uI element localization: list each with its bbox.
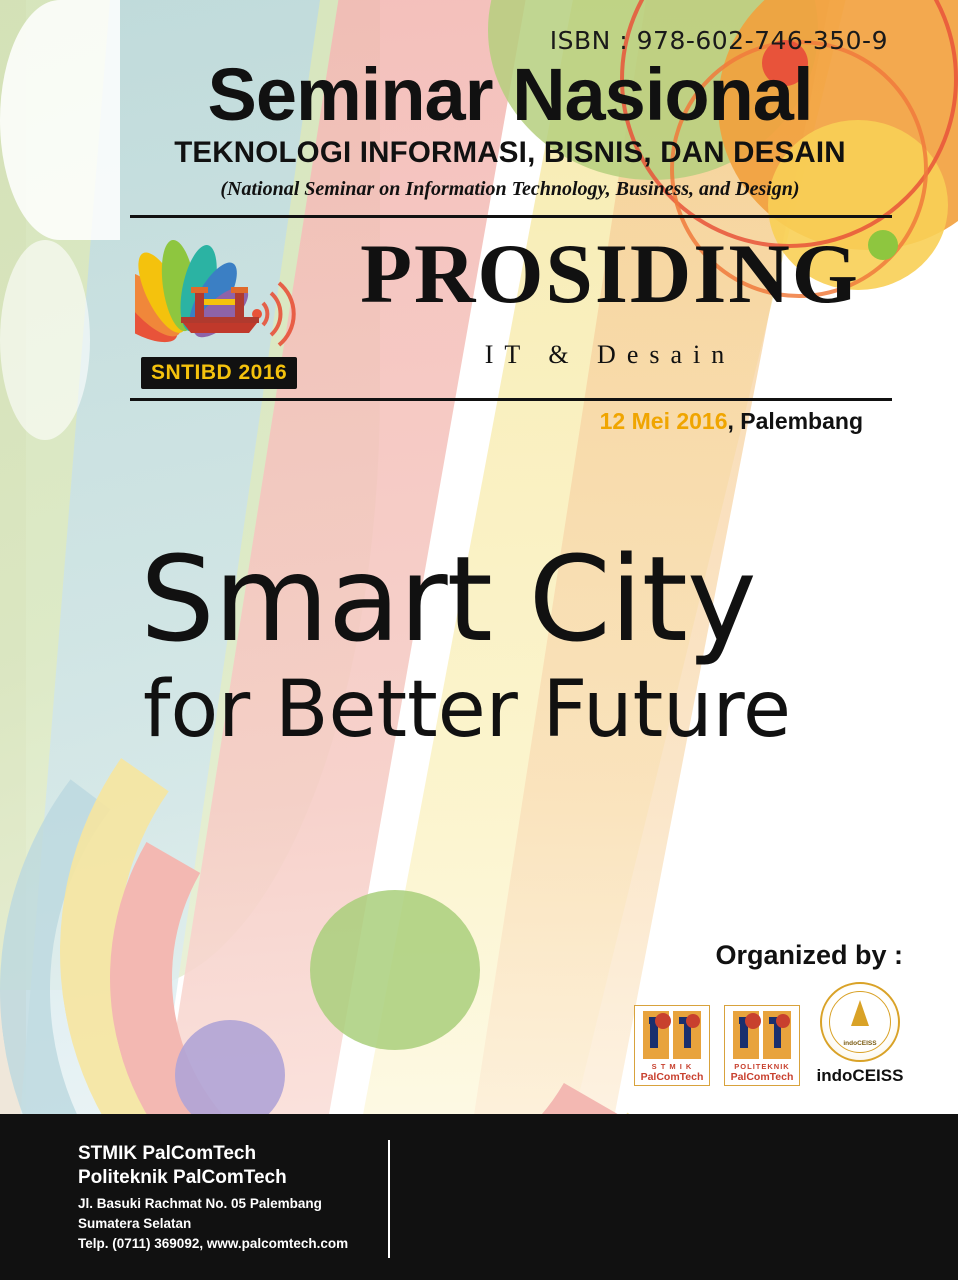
logo-stmik-name: PalComTech [640,1071,704,1083]
logo-politeknik-palcomtech [724,1005,800,1086]
logo-stmik-palcomtech [634,1005,710,1086]
isbn-text: ISBN : 978-602-746-350-9 [549,26,888,55]
indoceiss-seal-icon [820,982,900,1062]
palcomtech-mark-icon [641,1009,703,1061]
divider-top [130,215,892,218]
title-block [130,53,890,201]
indoceiss-label: indoCEISS [816,1066,904,1085]
event-date [600,408,863,435]
palcomtech-mark-icon-2 [731,1009,793,1061]
footer-institution-1: STMIK PalComTech [78,1143,257,1164]
proceedings-subtitle: IT & Desain [484,340,736,369]
logo-indoceiss [814,982,906,1086]
title-subtitle: TEKNOLOGI INFORMASI, BISNIS, DAN DESAIN [174,136,846,170]
logo-politeknik-tiny-label: POLITEKNIK [734,1062,790,1071]
sntibd-badge: SNTIBD 2016 [141,357,297,389]
indoceiss-seal-text: indoCEISS [843,1040,877,1047]
footer-divider [388,1140,390,1258]
page-title: Seminar Nasional [207,53,813,136]
event-date-value: 12 Mei 2016 [599,408,728,434]
sntibd-logo [135,225,310,395]
organized-by-label: Organized by : [715,940,903,970]
event-place: , Palembang [727,408,863,434]
footer-address-line-1: Jl. Basuki Rachmat No. 05 Palembang [78,1195,322,1211]
theme-title: Smart City [140,530,756,668]
footer-institution-2: Politeknik PalComTech [78,1166,287,1188]
theme-subtitle: for Better Future [143,665,791,755]
footer-address-line-2: Sumatera Selatan [78,1215,192,1231]
title-english: (National Seminar on Information Technology, Business, and Design) [220,178,800,201]
logo-stmik-tiny-label: S T M I K [651,1062,693,1071]
logo-politeknik-name: PalComTech [730,1071,794,1083]
proceedings-title: PROSIDING [360,227,860,321]
ampera-bridge-icon [177,283,263,343]
footer [0,1114,958,1280]
divider-bottom [130,398,892,401]
organizer-logos [634,982,906,1086]
footer-address-block [78,1142,348,1254]
footer-contact: Telp. (0711) 369092, www.palcomtech.com [78,1236,349,1251]
